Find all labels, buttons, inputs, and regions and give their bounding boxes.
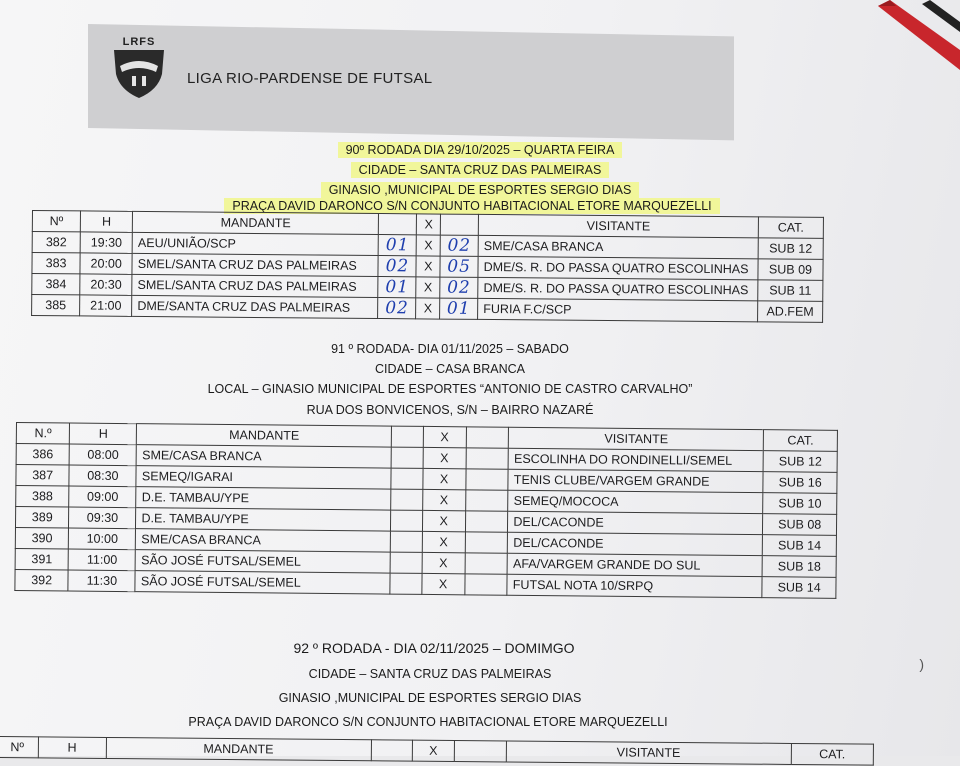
- game-away: AFA/VARGEM GRANDE DO SUL: [507, 553, 762, 576]
- col-home: MANDANTE: [133, 211, 379, 234]
- round-90-venue: GINASIO ,MUNICIPAL DE ESPORTES SERGIO DIAS: [0, 180, 960, 200]
- col-home: MANDANTE: [106, 737, 371, 760]
- game-home: SÃO JOSÉ FUTSAL/SEMEL: [135, 571, 390, 594]
- game-hour: 20:30: [80, 274, 132, 295]
- game-away: FURIA F.C/SCP: [478, 298, 758, 321]
- game-away: DEL/CACONDE: [508, 511, 763, 534]
- col-away: VISITANTE: [478, 214, 758, 237]
- col-away-score: [440, 214, 478, 235]
- home-score: 01: [379, 235, 417, 256]
- round-90-address: PRAÇA DAVID DARONCO S/N CONJUNTO HABITACIONAL ETORE MARQUEZELLI: [0, 196, 952, 216]
- game-hour: 21:00: [80, 295, 132, 316]
- game-vs: X: [421, 573, 464, 594]
- game-cat: SUB 14: [762, 577, 836, 599]
- col-hour: H: [70, 423, 137, 445]
- game-vs: X: [416, 277, 440, 298]
- away-score: 05: [440, 256, 478, 277]
- game-cat: SUB 16: [763, 472, 837, 494]
- game-vs: X: [422, 552, 465, 573]
- game-num: 392: [15, 569, 69, 591]
- col-num: Nº: [32, 211, 80, 232]
- game-hour: 20:00: [80, 253, 132, 274]
- round-90-city: CIDADE – SANTA CRUZ DAS PALMEIRAS: [0, 160, 960, 180]
- home-score: 02: [378, 256, 416, 277]
- round-91-venue: LOCAL – GINASIO MUNICIPAL DE ESPORTES “ANTONIO DE CASTRO CARVALHO”: [207, 382, 693, 396]
- game-cat: SUB 14: [763, 535, 837, 557]
- home-score: [391, 447, 423, 468]
- col-home-score: [391, 426, 423, 447]
- org-name: LIGA RIO-PARDENSE DE FUTSAL: [187, 70, 433, 87]
- round-92-venue: GINASIO ,MUNICIPAL DE ESPORTES SERGIO DIAS: [278, 691, 582, 705]
- round-91-table: [14, 422, 838, 599]
- col-num: N.º: [16, 423, 70, 445]
- game-hour: 19:30: [80, 232, 132, 253]
- game-hour: 10:00: [69, 528, 136, 550]
- col-cat: CAT.: [758, 217, 823, 239]
- col-home-score: [379, 214, 417, 235]
- col-away: VISITANTE: [506, 741, 791, 764]
- away-score: [466, 448, 509, 469]
- game-hour: 09:00: [69, 486, 136, 508]
- home-score: [391, 489, 423, 510]
- game-num: 387: [16, 465, 70, 487]
- col-hour: H: [38, 737, 106, 759]
- col-vs: X: [417, 214, 441, 235]
- game-vs: X: [416, 298, 440, 319]
- home-score: 02: [378, 298, 416, 319]
- game-cat: SUB 11: [758, 280, 823, 302]
- home-score: [390, 573, 422, 594]
- game-away: DME/S. R. DO PASSA QUATRO ESCOLINHAS: [478, 256, 758, 279]
- home-score: [390, 552, 422, 573]
- game-vs: X: [422, 531, 465, 552]
- round-90-table: [31, 210, 824, 323]
- game-num: 386: [16, 444, 70, 466]
- away-score: [465, 490, 508, 511]
- away-score: 02: [440, 277, 478, 298]
- col-away-score: [466, 427, 509, 448]
- game-home: D.E. TAMBAU/YPE: [136, 508, 391, 531]
- game-vs: X: [423, 447, 466, 468]
- logo-text: LRFS: [122, 36, 156, 48]
- away-score: [465, 511, 508, 532]
- game-num: 383: [32, 253, 80, 274]
- game-vs: X: [417, 235, 441, 256]
- game-num: 384: [32, 274, 80, 295]
- game-home: SMEL/SANTA CRUZ DAS PALMEIRAS: [132, 253, 378, 276]
- game-cat: AD.FEM: [758, 301, 823, 323]
- game-away: ESCOLINHA DO RONDINELLI/SEMEL: [508, 448, 763, 471]
- game-vs: X: [416, 256, 440, 277]
- game-cat: SUB 09: [758, 259, 823, 281]
- game-away: SME/CASA BRANCA: [478, 235, 758, 258]
- away-score: [465, 574, 508, 595]
- game-cat: SUB 18: [762, 556, 836, 578]
- game-vs: X: [422, 510, 465, 531]
- round-91-title: 91 º RODADA- DIA 01/11/2025 – SABADO: [331, 342, 569, 356]
- game-num: 391: [15, 548, 69, 570]
- round-92-title: 92 º RODADA - DIA 02/11/2025 – DOMIMGO: [293, 640, 575, 656]
- col-home: MANDANTE: [137, 424, 392, 447]
- game-num: 389: [15, 507, 69, 529]
- game-home: SME/CASA BRANCA: [136, 529, 391, 552]
- col-cat: CAT.: [791, 743, 873, 765]
- home-score: [391, 468, 423, 489]
- game-home: SMEL/SANTA CRUZ DAS PALMEIRAS: [132, 274, 378, 297]
- game-home: SÃO JOSÉ FUTSAL/SEMEL: [136, 550, 391, 573]
- game-vs: X: [422, 489, 465, 510]
- away-score: [465, 553, 508, 574]
- round-91-city: CIDADE – CASA BRANCA: [374, 362, 526, 376]
- game-away: DME/S. R. DO PASSA QUATRO ESCOLINHAS: [478, 277, 758, 300]
- game-hour: 08:30: [69, 465, 136, 487]
- away-score: [465, 532, 508, 553]
- game-num: 382: [32, 232, 80, 253]
- away-score: 02: [440, 235, 478, 256]
- game-hour: 11:00: [68, 549, 135, 571]
- round-90-title: 90º RODADA DIA 29/10/2025 – QUARTA FEIRA: [0, 140, 960, 160]
- game-away: DEL/CACONDE: [508, 532, 763, 555]
- game-num: 388: [16, 486, 70, 508]
- col-num: Nº: [0, 737, 38, 758]
- game-home: SME/CASA BRANCA: [137, 445, 392, 468]
- game-num: 390: [15, 527, 69, 549]
- round-92-address: PRAÇA DAVID DARONCO S/N CONJUNTO HABITACIONAL ETORE MARQUEZELLI: [188, 715, 668, 729]
- table-header-row: [0, 737, 873, 766]
- col-away-score: [454, 740, 506, 761]
- game-cat: SUB 12: [758, 238, 823, 260]
- game-away: TENIS CLUBE/VARGEM GRANDE: [508, 469, 763, 492]
- game-away: SEMEQ/MOCOCA: [508, 490, 763, 513]
- col-away: VISITANTE: [509, 427, 764, 450]
- game-num: 385: [32, 295, 80, 316]
- away-score: [466, 469, 509, 490]
- col-home-score: [371, 740, 413, 761]
- game-cat: SUB 10: [763, 493, 837, 515]
- game-vs: X: [422, 468, 465, 489]
- game-hour: 08:00: [69, 444, 136, 466]
- game-hour: 09:30: [69, 507, 136, 529]
- col-vs: X: [412, 740, 454, 761]
- col-cat: CAT.: [764, 430, 838, 452]
- pen-icon: [870, 0, 960, 70]
- edge-mark: ): [919, 656, 924, 672]
- away-score: 01: [440, 298, 478, 319]
- game-hour: 11:30: [68, 570, 135, 592]
- round-92-table: [0, 736, 874, 766]
- round-92-city: CIDADE – SANTA CRUZ DAS PALMEIRAS: [308, 667, 552, 681]
- col-vs: X: [423, 426, 466, 447]
- game-home: D.E. TAMBAU/YPE: [136, 487, 391, 510]
- game-home: AEU/UNIÃO/SCP: [132, 232, 378, 255]
- game-cat: SUB 08: [763, 514, 837, 536]
- home-score: [390, 531, 422, 552]
- home-score: 01: [378, 277, 416, 298]
- game-home: DME/SANTA CRUZ DAS PALMEIRAS: [132, 295, 378, 318]
- game-away: FUTSAL NOTA 10/SRPQ: [507, 574, 762, 597]
- round-91-address: RUA DOS BONVICENOS, S/N – BAIRRO NAZARÉ: [306, 403, 594, 417]
- game-home: SEMEQ/IGARAI: [136, 466, 391, 489]
- col-hour: H: [80, 211, 132, 232]
- home-score: [391, 510, 423, 531]
- game-cat: SUB 12: [763, 451, 837, 473]
